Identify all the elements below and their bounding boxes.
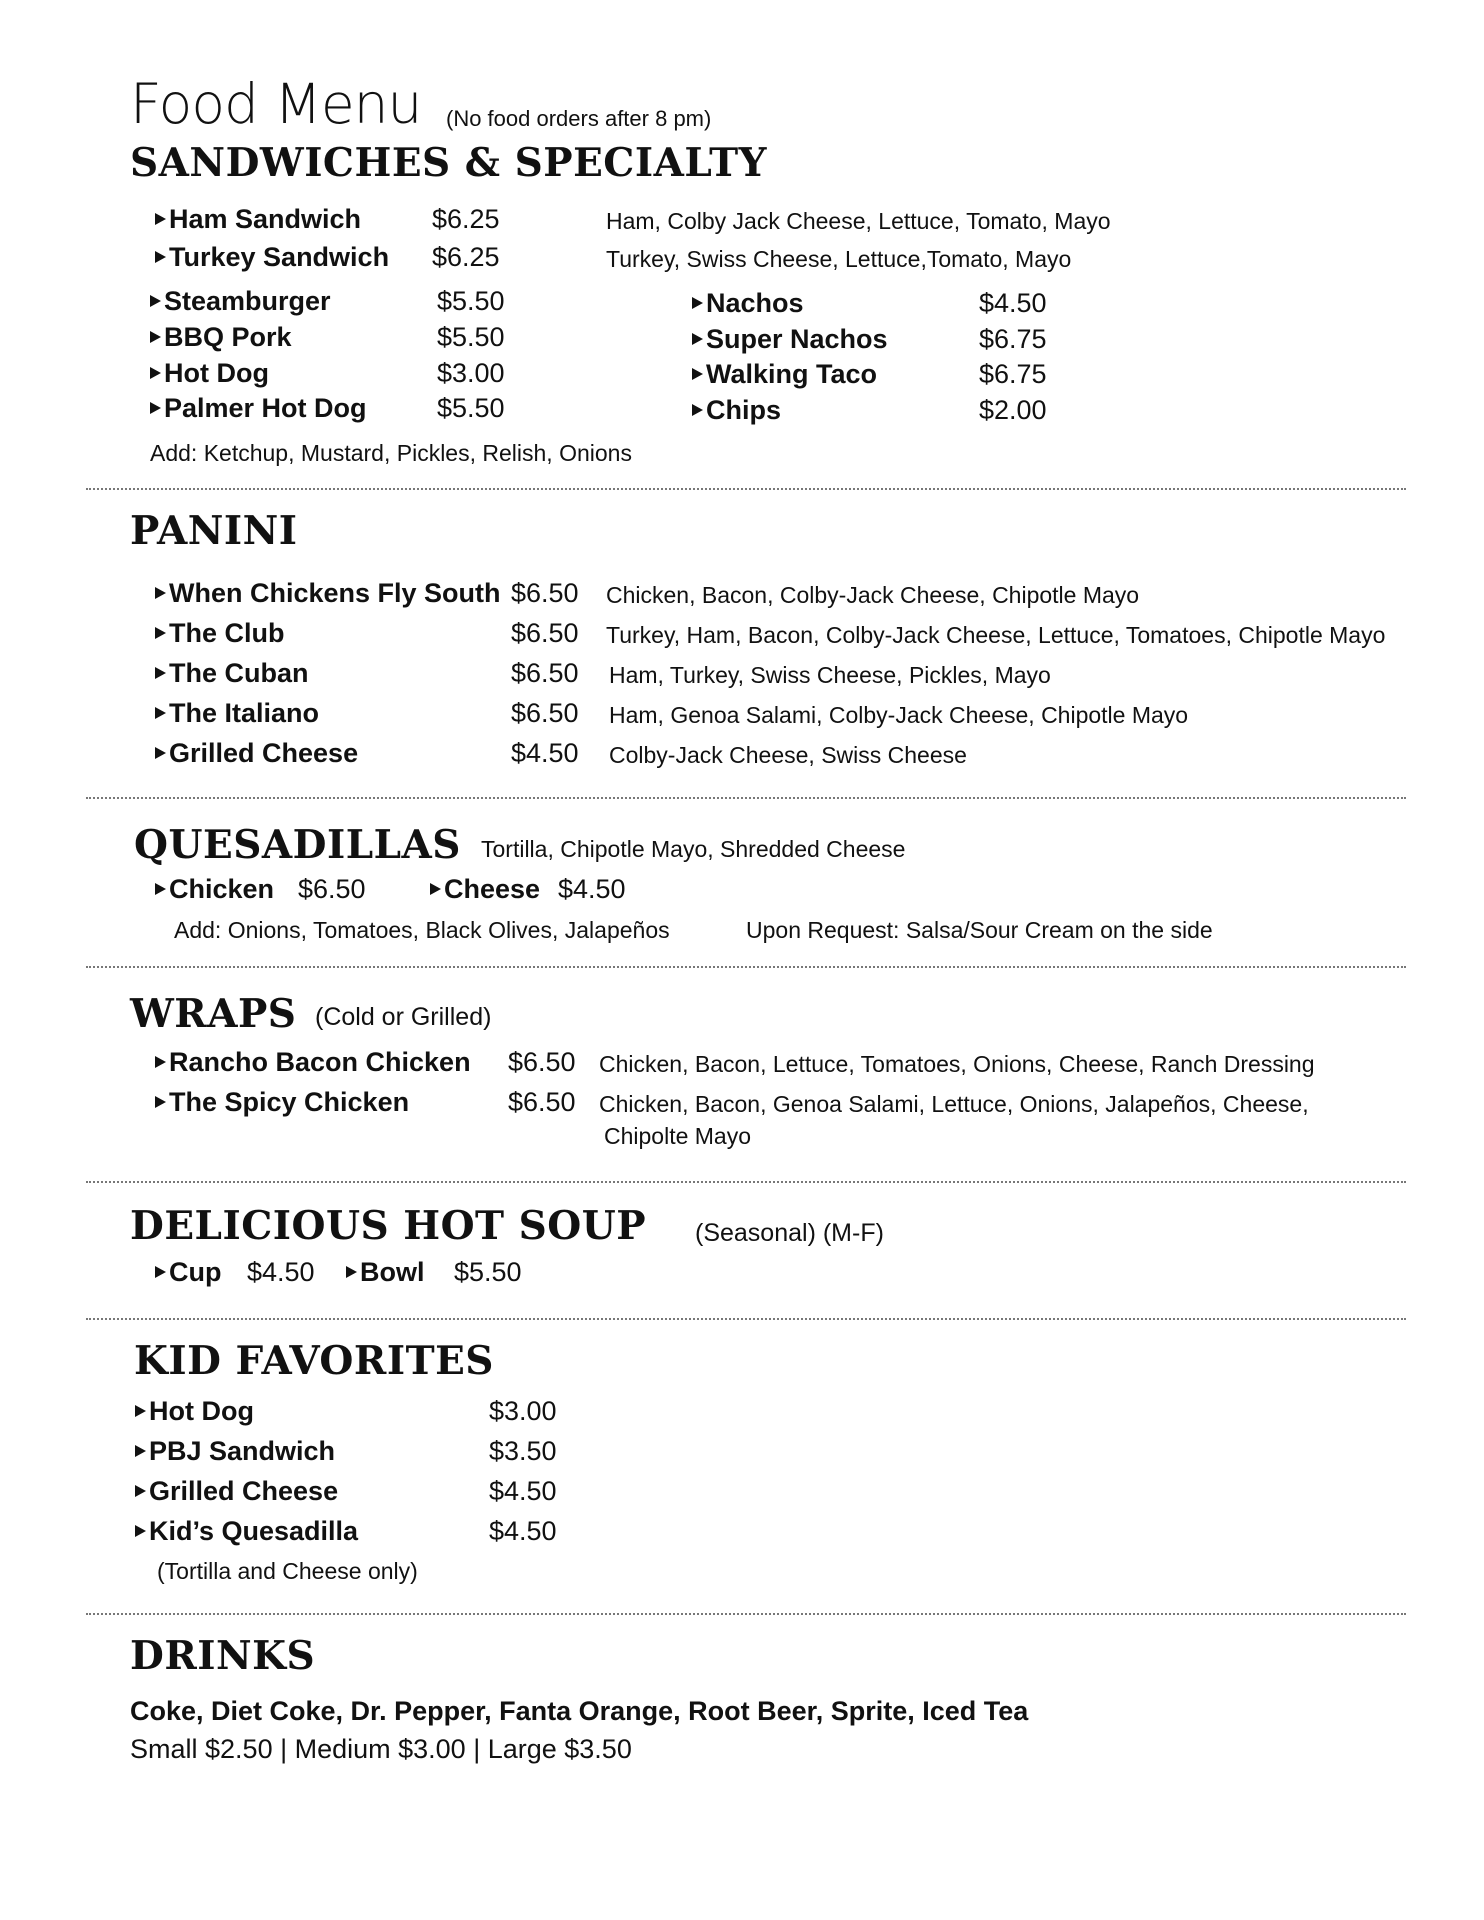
menu-item-name: Hot Dog bbox=[135, 1396, 254, 1427]
menu-item-name: The Cuban bbox=[155, 658, 309, 689]
bullet-triangle-icon bbox=[692, 368, 703, 380]
menu-item-name: PBJ Sandwich bbox=[135, 1436, 335, 1467]
section-heading-soup: DELICIOUS HOT SOUP bbox=[130, 1203, 647, 1249]
menu-item-price: $4.50 bbox=[247, 1257, 315, 1287]
menu-item-description: Ham, Genoa Salami, Colby-Jack Cheese, Chipotle Mayo bbox=[609, 702, 1189, 728]
bullet-triangle-icon bbox=[155, 747, 166, 759]
page-title: Food Menu bbox=[130, 72, 422, 136]
menu-item-price: $5.50 bbox=[454, 1257, 522, 1287]
menu-item-name: Turkey Sandwich bbox=[155, 242, 389, 273]
menu-item-price: $6.50 bbox=[511, 658, 579, 688]
section-heading-quesadillas: QUESADILLAS bbox=[134, 822, 461, 868]
bullet-triangle-icon bbox=[692, 297, 703, 309]
menu-item-description: Chicken, Bacon, Genoa Salami, Lettuce, Onions, Jalapeños, Cheese, bbox=[599, 1091, 1309, 1117]
menu-item-name: The Italiano bbox=[155, 698, 319, 729]
menu-item-price: $5.50 bbox=[437, 393, 505, 423]
menu-item-name: Ham Sandwich bbox=[155, 204, 361, 235]
menu-item-price: $6.50 bbox=[298, 874, 366, 904]
menu-item-name: Walking Taco bbox=[692, 359, 877, 390]
section-divider bbox=[86, 797, 1406, 799]
bullet-triangle-icon bbox=[155, 1096, 166, 1108]
bullet-triangle-icon bbox=[155, 667, 166, 679]
menu-item-description: Chicken, Bacon, Colby-Jack Cheese, Chipotle Mayo bbox=[606, 582, 1140, 608]
section-heading-sandwiches: SANDWICHES & SPECIALTY bbox=[130, 140, 767, 186]
bullet-triangle-icon bbox=[692, 404, 703, 416]
menu-item-description-continued: Chipolte Mayo bbox=[604, 1123, 752, 1149]
section-heading-wraps: WRAPS bbox=[130, 991, 297, 1037]
bullet-triangle-icon bbox=[135, 1405, 146, 1417]
menu-item-price: $5.50 bbox=[437, 322, 505, 352]
menu-item-name: Super Nachos bbox=[692, 324, 888, 355]
menu-item-name: The Spicy Chicken bbox=[155, 1087, 409, 1118]
menu-item-description: Colby-Jack Cheese, Swiss Cheese bbox=[609, 742, 967, 768]
section-heading-panini: PANINI bbox=[130, 508, 298, 554]
kids-quesadilla-note: (Tortilla and Cheese only) bbox=[157, 1558, 418, 1584]
menu-item-name: BBQ Pork bbox=[150, 322, 292, 353]
bullet-triangle-icon bbox=[430, 883, 441, 895]
menu-item-name: Hot Dog bbox=[150, 358, 269, 389]
menu-item-name: Palmer Hot Dog bbox=[150, 393, 367, 424]
section-heading-kids: KID FAVORITES bbox=[134, 1338, 494, 1384]
menu-item-price: $3.50 bbox=[489, 1436, 557, 1466]
menu-item-name: When Chickens Fly South bbox=[155, 578, 501, 609]
menu-item-price: $4.50 bbox=[558, 874, 626, 904]
section-subtitle: (Seasonal) (M-F) bbox=[695, 1219, 884, 1247]
menu-item-description: Chicken, Bacon, Lettuce, Tomatoes, Onions, Cheese, Ranch Dressing bbox=[599, 1051, 1315, 1077]
bullet-triangle-icon bbox=[346, 1266, 357, 1278]
menu-item-name: Bowl bbox=[346, 1257, 425, 1288]
bullet-triangle-icon bbox=[155, 1056, 166, 1068]
bullet-triangle-icon bbox=[155, 707, 166, 719]
bullet-triangle-icon bbox=[692, 333, 703, 345]
menu-item-name: Steamburger bbox=[150, 286, 331, 317]
menu-item-price: $6.25 bbox=[432, 242, 500, 272]
drink-sizes: Small $2.50 | Medium $3.00 | Large $3.50 bbox=[130, 1734, 632, 1764]
bullet-triangle-icon bbox=[155, 1266, 166, 1278]
menu-item-price: $6.50 bbox=[508, 1047, 576, 1077]
bullet-triangle-icon bbox=[150, 367, 161, 379]
menu-item-price: $3.00 bbox=[437, 358, 505, 388]
menu-item-price: $6.50 bbox=[511, 578, 579, 608]
menu-item-name: Cheese bbox=[430, 874, 540, 905]
section-subtitle: Tortilla, Chipotle Mayo, Shredded Cheese bbox=[481, 836, 906, 862]
menu-item-name: Kid’s Quesadilla bbox=[135, 1516, 358, 1547]
bullet-triangle-icon bbox=[150, 402, 161, 414]
section-heading-drinks: DRINKS bbox=[130, 1633, 316, 1679]
toppings-note: Add: Onions, Tomatoes, Black Olives, Jalapeños bbox=[174, 917, 670, 943]
bullet-triangle-icon bbox=[135, 1525, 146, 1537]
menu-item-price: $4.50 bbox=[511, 738, 579, 768]
order-time-note: (No food orders after 8 pm) bbox=[446, 106, 712, 131]
bullet-triangle-icon bbox=[155, 627, 166, 639]
menu-item-description: Turkey, Swiss Cheese, Lettuce,Tomato, Mayo bbox=[606, 246, 1072, 272]
bullet-triangle-icon bbox=[155, 883, 166, 895]
menu-item-name: Grilled Cheese bbox=[135, 1476, 338, 1507]
section-subtitle: (Cold or Grilled) bbox=[315, 1003, 492, 1031]
menu-item-price: $3.00 bbox=[489, 1396, 557, 1426]
menu-item-price: $2.00 bbox=[979, 395, 1047, 425]
section-divider bbox=[86, 1613, 1406, 1615]
menu-item-description: Ham, Turkey, Swiss Cheese, Pickles, Mayo bbox=[609, 662, 1051, 688]
bullet-triangle-icon bbox=[135, 1485, 146, 1497]
section-divider bbox=[86, 488, 1406, 490]
section-divider bbox=[86, 1318, 1406, 1320]
menu-item-description: Ham, Colby Jack Cheese, Lettuce, Tomato, Mayo bbox=[606, 208, 1111, 234]
menu-item-name: Chicken bbox=[155, 874, 274, 905]
drinks-list: Coke, Diet Coke, Dr. Pepper, Fanta Orange, Root Beer, Sprite, Iced Tea bbox=[130, 1696, 1029, 1726]
menu-item-price: $4.50 bbox=[979, 288, 1047, 318]
menu-item-price: $4.50 bbox=[489, 1476, 557, 1506]
bullet-triangle-icon bbox=[155, 213, 166, 225]
condiments-note: Add: Ketchup, Mustard, Pickles, Relish, Onions bbox=[150, 440, 632, 466]
menu-item-price: $6.75 bbox=[979, 324, 1047, 354]
menu-item-price: $4.50 bbox=[489, 1516, 557, 1546]
menu-item-description: Turkey, Ham, Bacon, Colby-Jack Cheese, Lettuce, Tomatoes, Chipotle Mayo bbox=[606, 622, 1386, 648]
bullet-triangle-icon bbox=[150, 295, 161, 307]
bullet-triangle-icon bbox=[135, 1445, 146, 1457]
menu-item-name: Cup bbox=[155, 1257, 221, 1288]
menu-item-price: $5.50 bbox=[437, 286, 505, 316]
bullet-triangle-icon bbox=[155, 587, 166, 599]
menu-item-price: $6.25 bbox=[432, 204, 500, 234]
menu-item-name: Nachos bbox=[692, 288, 804, 319]
section-divider bbox=[86, 966, 1406, 968]
menu-item-name: Grilled Cheese bbox=[155, 738, 358, 769]
menu-item-name: Rancho Bacon Chicken bbox=[155, 1047, 471, 1078]
menu-item-price: $6.50 bbox=[511, 698, 579, 728]
menu-item-name: The Club bbox=[155, 618, 285, 649]
menu-item-price: $6.50 bbox=[508, 1087, 576, 1117]
menu-item-name: Chips bbox=[692, 395, 781, 426]
upon-request-note: Upon Request: Salsa/Sour Cream on the side bbox=[746, 917, 1213, 943]
menu-item-price: $6.50 bbox=[511, 618, 579, 648]
menu-item-price: $6.75 bbox=[979, 359, 1047, 389]
section-divider bbox=[86, 1181, 1406, 1183]
bullet-triangle-icon bbox=[150, 331, 161, 343]
bullet-triangle-icon bbox=[155, 251, 166, 263]
